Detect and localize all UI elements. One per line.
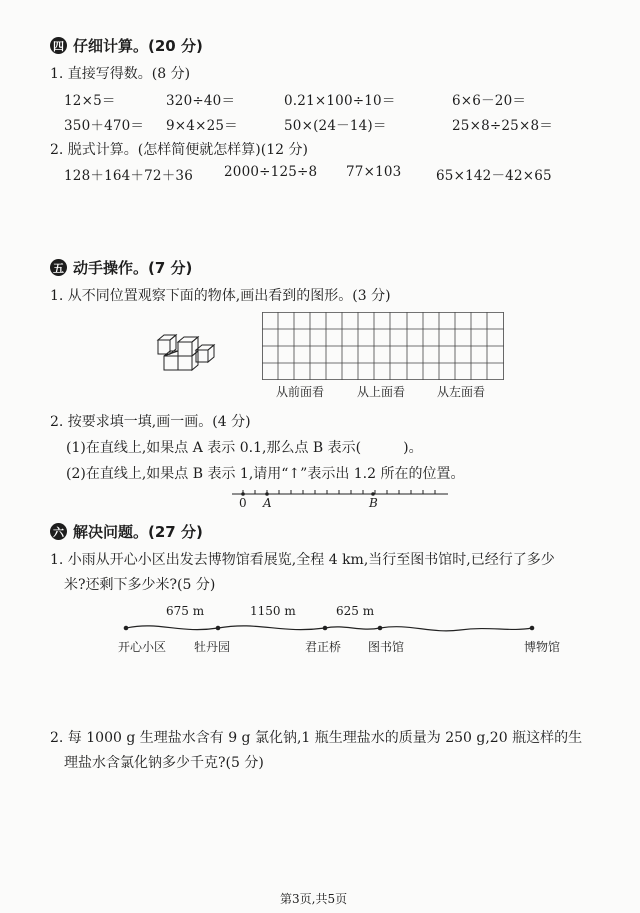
section-6-title: 解决问题。(27 分) (73, 523, 203, 541)
oral-calc-item: 6×6－20＝ (452, 93, 527, 109)
place-label: 君正桥 (305, 640, 342, 654)
point-a-label: A (263, 496, 272, 510)
number-line-zero: 0 (239, 496, 247, 510)
section-4-title: 仔细计算。(20 分) (73, 37, 203, 55)
drawing-grid[interactable] (262, 312, 504, 380)
question-5-2-title: 2. 按要求填一填,画一画。(4 分) (50, 414, 251, 430)
oral-calc-item: 50×(24－14)＝ (284, 118, 387, 134)
oral-calc-item: 12×5＝ (64, 93, 116, 109)
view-label-left: 从左面看 (437, 385, 486, 399)
question-6-1-line-2: 米?还剩下多少米?(5 分) (64, 577, 216, 593)
oral-calc-item: 0.21×100÷10＝ (284, 93, 396, 109)
question-6-2-line-1: 2. 每 1000 g 生理盐水含有 9 g 氯化钠,1 瓶生理盐水的质量为 250 g,20 瓶这样的生 (50, 730, 583, 746)
view-label-top: 从上面看 (357, 385, 406, 399)
question-6-2-line-2: 理盐水含氯化钠多少千克?(5 分) (64, 755, 264, 771)
step-calc-item: 2000÷125÷8 (224, 164, 318, 180)
section-5-number: 五 (50, 259, 67, 276)
step-calc-item: 65×142－42×65 (436, 168, 552, 184)
step-calc-item: 128＋164＋72＋36 (64, 168, 193, 184)
place-label: 开心小区 (118, 640, 167, 654)
place-label: 博物馆 (524, 640, 561, 654)
oral-calc-item: 25×8÷25×8＝ (452, 118, 553, 134)
oral-calc-item: 9×4×25＝ (166, 118, 238, 134)
distance-label: 625 m (336, 604, 375, 618)
place-label: 牡丹园 (194, 640, 231, 654)
step-calc-item: 77×103 (346, 164, 402, 180)
question-5-1-title: 1. 从不同位置观察下面的物体,画出看到的图形。(3 分) (50, 288, 391, 304)
oral-calc-item: 320÷40＝ (166, 93, 236, 109)
cubes-figure-icon (152, 332, 216, 374)
question-5-2-part-1: (1)在直线上,如果点 A 表示 0.1,那么点 B 表示( )。 (66, 440, 423, 456)
section-4-number: 四 (50, 37, 67, 54)
oral-calc-item: 350＋470＝ (64, 118, 145, 134)
section-4-heading (50, 35, 203, 56)
place-label: 图书馆 (368, 640, 405, 654)
section-5-heading (50, 257, 192, 278)
view-label-front: 从前面看 (276, 385, 325, 399)
section-5-title: 动手操作。(7 分) (73, 259, 193, 277)
section-6-heading (50, 521, 203, 542)
question-4-1-title: 1. 直接写得数。(8 分) (50, 66, 191, 82)
point-b-label: B (369, 496, 378, 510)
question-6-1-line-1: 1. 小雨从开心小区出发去博物馆看展览,全程 4 km,当行至图书馆时,已经行了多少 (50, 552, 555, 568)
question-4-2-title: 2. 脱式计算。(怎样简便就怎样算)(12 分) (50, 142, 308, 158)
distance-label: 675 m (166, 604, 205, 618)
section-6-number: 六 (50, 523, 67, 540)
number-line[interactable] (228, 486, 450, 512)
page-footer: 第3页,共5页 (280, 892, 348, 906)
question-5-2-part-2: (2)在直线上,如果点 B 表示 1,请用“↑”表示出 1.2 所在的位置。 (66, 466, 465, 482)
distance-label: 1150 m (250, 604, 296, 618)
